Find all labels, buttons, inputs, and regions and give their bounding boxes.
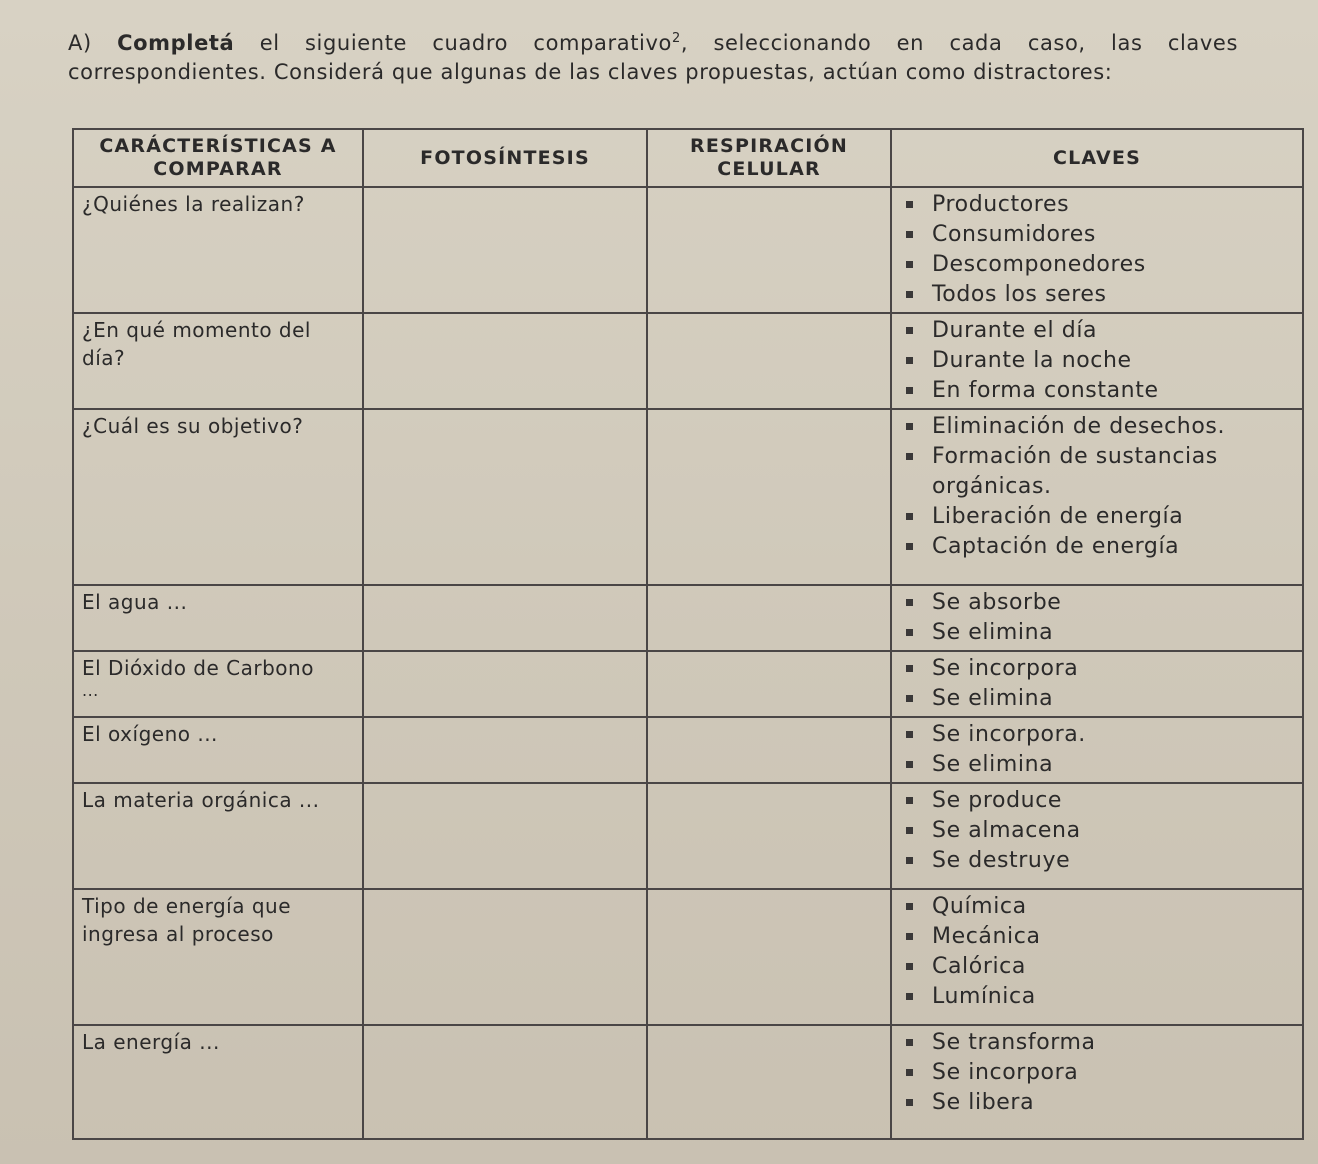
keys-cell xyxy=(891,187,1303,313)
keys-list xyxy=(906,412,1294,562)
respiration-answer-cell[interactable] xyxy=(647,585,891,651)
square-bullet-icon xyxy=(906,1099,913,1106)
key-option-text: Se destruye xyxy=(932,848,1071,873)
instruction-text-part2: , seleccionando en cada caso, las claves correspondientes. Considerá que algunas de las claves propuestas, actúan como distractores: xyxy=(68,31,1238,84)
square-bullet-icon xyxy=(906,599,913,606)
key-option xyxy=(906,280,1294,310)
keys-cell xyxy=(891,651,1303,717)
key-option-text: Captación de energía xyxy=(932,534,1180,559)
square-bullet-icon xyxy=(906,513,913,520)
key-option-text: Se almacena xyxy=(932,818,1081,843)
square-bullet-icon xyxy=(906,761,913,768)
square-bullet-icon xyxy=(906,453,913,460)
table-row xyxy=(73,651,1303,717)
feature-cell xyxy=(73,409,363,585)
keys-list xyxy=(906,316,1294,406)
header-features: CARÁCTERÍSTICAS A COMPARAR xyxy=(73,129,363,187)
keys-list xyxy=(906,892,1294,1012)
table-row xyxy=(73,783,1303,889)
key-option-text: Se elimina xyxy=(932,686,1054,711)
item-label: A) xyxy=(68,31,92,55)
square-bullet-icon xyxy=(906,695,913,702)
respiration-answer-cell[interactable] xyxy=(647,313,891,409)
key-option-text: Eliminación de desechos. xyxy=(932,414,1226,439)
feature-label: Tipo de energía que ingresa al proceso xyxy=(82,894,292,946)
square-bullet-icon xyxy=(906,665,913,672)
square-bullet-icon xyxy=(906,827,913,834)
photosynthesis-answer-cell[interactable] xyxy=(363,313,647,409)
respiration-answer-cell[interactable] xyxy=(647,651,891,717)
square-bullet-icon xyxy=(906,291,913,298)
key-option xyxy=(906,750,1294,780)
square-bullet-icon xyxy=(906,933,913,940)
comparison-table xyxy=(72,128,1304,1140)
feature-label: El Dióxido de Carbono xyxy=(82,656,314,680)
square-bullet-icon xyxy=(906,423,913,430)
feature-cell xyxy=(73,187,363,313)
respiration-answer-cell[interactable] xyxy=(647,889,891,1025)
keys-cell xyxy=(891,585,1303,651)
key-option-text: Se elimina xyxy=(932,620,1054,645)
key-option xyxy=(906,316,1294,346)
keys-list xyxy=(906,190,1294,310)
square-bullet-icon xyxy=(906,857,913,864)
respiration-answer-cell[interactable] xyxy=(647,409,891,585)
key-option-text: Calórica xyxy=(932,954,1026,979)
footnote-marker: 2 xyxy=(671,31,681,46)
key-option xyxy=(906,846,1294,876)
feature-cell xyxy=(73,717,363,783)
feature-cell xyxy=(73,783,363,889)
square-bullet-icon xyxy=(906,231,913,238)
photosynthesis-answer-cell[interactable] xyxy=(363,889,647,1025)
key-option-text: Se incorpora xyxy=(932,1060,1079,1085)
square-bullet-icon xyxy=(906,1069,913,1076)
key-option xyxy=(906,346,1294,376)
feature-cell xyxy=(73,889,363,1025)
header-row xyxy=(73,129,1303,187)
key-option xyxy=(906,952,1294,982)
square-bullet-icon xyxy=(906,993,913,1000)
key-option xyxy=(906,190,1294,220)
key-option-text: Durante el día xyxy=(932,318,1098,343)
feature-label: ¿Quiénes la realizan? xyxy=(82,192,305,216)
respiration-answer-cell[interactable] xyxy=(647,717,891,783)
key-option xyxy=(906,816,1294,846)
feature-cell xyxy=(73,651,363,717)
key-option-text: Productores xyxy=(932,192,1070,217)
header-photosynthesis: FOTOSÍNTESIS xyxy=(363,129,647,187)
keys-list xyxy=(906,1028,1294,1118)
key-option xyxy=(906,684,1294,714)
key-option xyxy=(906,376,1294,406)
key-option-text: Todos los seres xyxy=(932,282,1107,307)
key-option xyxy=(906,502,1294,532)
keys-cell xyxy=(891,889,1303,1025)
key-option xyxy=(906,982,1294,1012)
key-option-text: Mecánica xyxy=(932,924,1041,949)
feature-label: La energía ... xyxy=(82,1030,220,1054)
key-option-text: Se produce xyxy=(932,788,1063,813)
square-bullet-icon xyxy=(906,543,913,550)
feature-cell xyxy=(73,1025,363,1139)
key-option xyxy=(906,220,1294,250)
key-option-text: Consumidores xyxy=(932,222,1096,247)
square-bullet-icon xyxy=(906,629,913,636)
keys-cell xyxy=(891,313,1303,409)
key-option-text: Formación de sustancias orgánicas. xyxy=(932,444,1218,499)
table-row xyxy=(73,585,1303,651)
square-bullet-icon xyxy=(906,903,913,910)
key-option-text: Se elimina xyxy=(932,752,1054,777)
key-option-text: Se transforma xyxy=(932,1030,1096,1055)
table-row xyxy=(73,313,1303,409)
key-option xyxy=(906,588,1294,618)
photosynthesis-answer-cell[interactable] xyxy=(363,783,647,889)
key-option-text: Química xyxy=(932,894,1027,919)
key-option xyxy=(906,720,1294,750)
key-option-text: En forma constante xyxy=(932,378,1159,403)
keys-list xyxy=(906,654,1294,714)
instruction-verb: Completá xyxy=(117,31,235,55)
square-bullet-icon xyxy=(906,731,913,738)
feature-label: ¿En qué momento del día? xyxy=(82,318,311,370)
square-bullet-icon xyxy=(906,357,913,364)
feature-cell xyxy=(73,313,363,409)
key-option xyxy=(906,618,1294,648)
key-option-text: Se libera xyxy=(932,1090,1035,1115)
key-option xyxy=(906,442,1294,502)
feature-ellipsis: ... xyxy=(82,681,99,700)
respiration-answer-cell[interactable] xyxy=(647,783,891,889)
key-option xyxy=(906,250,1294,280)
key-option-text: Se incorpora xyxy=(932,656,1079,681)
square-bullet-icon xyxy=(906,963,913,970)
key-option xyxy=(906,1028,1294,1058)
instruction-text-part1: el siguiente cuadro comparativo xyxy=(234,31,672,55)
photosynthesis-answer-cell[interactable] xyxy=(363,585,647,651)
square-bullet-icon xyxy=(906,1039,913,1046)
respiration-answer-cell[interactable] xyxy=(647,1025,891,1139)
header-respiration: RESPIRACIÓN CELULAR xyxy=(647,129,891,187)
key-option xyxy=(906,532,1294,562)
key-option xyxy=(906,892,1294,922)
key-option xyxy=(906,922,1294,952)
square-bullet-icon xyxy=(906,387,913,394)
feature-cell xyxy=(73,585,363,651)
key-option-text: Lumínica xyxy=(932,984,1036,1009)
table-row xyxy=(73,1025,1303,1139)
table-row xyxy=(73,187,1303,313)
square-bullet-icon xyxy=(906,261,913,268)
table-row xyxy=(73,889,1303,1025)
feature-label: ¿Cuál es su objetivo? xyxy=(82,414,304,438)
keys-list xyxy=(906,786,1294,876)
keys-list xyxy=(906,588,1294,648)
photosynthesis-answer-cell[interactable] xyxy=(363,187,647,313)
feature-label: La materia orgánica ... xyxy=(82,788,320,812)
key-option-text: Se incorpora. xyxy=(932,722,1086,747)
key-option-text: Durante la noche xyxy=(932,348,1132,373)
keys-cell xyxy=(891,409,1303,585)
keys-list xyxy=(906,720,1294,780)
square-bullet-icon xyxy=(906,327,913,334)
photosynthesis-answer-cell[interactable] xyxy=(363,1025,647,1139)
photosynthesis-answer-cell[interactable] xyxy=(363,651,647,717)
feature-label: El oxígeno ... xyxy=(82,722,218,746)
respiration-answer-cell[interactable] xyxy=(647,187,891,313)
key-option xyxy=(906,786,1294,816)
square-bullet-icon xyxy=(906,797,913,804)
key-option xyxy=(906,1088,1294,1118)
table-row xyxy=(73,409,1303,585)
instruction-text xyxy=(68,24,1238,87)
keys-cell xyxy=(891,717,1303,783)
keys-cell xyxy=(891,1025,1303,1139)
table-row xyxy=(73,717,1303,783)
key-option xyxy=(906,412,1294,442)
header-keys: CLAVES xyxy=(891,129,1303,187)
key-option xyxy=(906,1058,1294,1088)
key-option-text: Se absorbe xyxy=(932,590,1062,615)
photosynthesis-answer-cell[interactable] xyxy=(363,409,647,585)
square-bullet-icon xyxy=(906,201,913,208)
key-option-text: Descomponedores xyxy=(932,252,1146,277)
feature-label: El agua ... xyxy=(82,590,188,614)
keys-cell xyxy=(891,783,1303,889)
photosynthesis-answer-cell[interactable] xyxy=(363,717,647,783)
key-option xyxy=(906,654,1294,684)
key-option-text: Liberación de energía xyxy=(932,504,1184,529)
